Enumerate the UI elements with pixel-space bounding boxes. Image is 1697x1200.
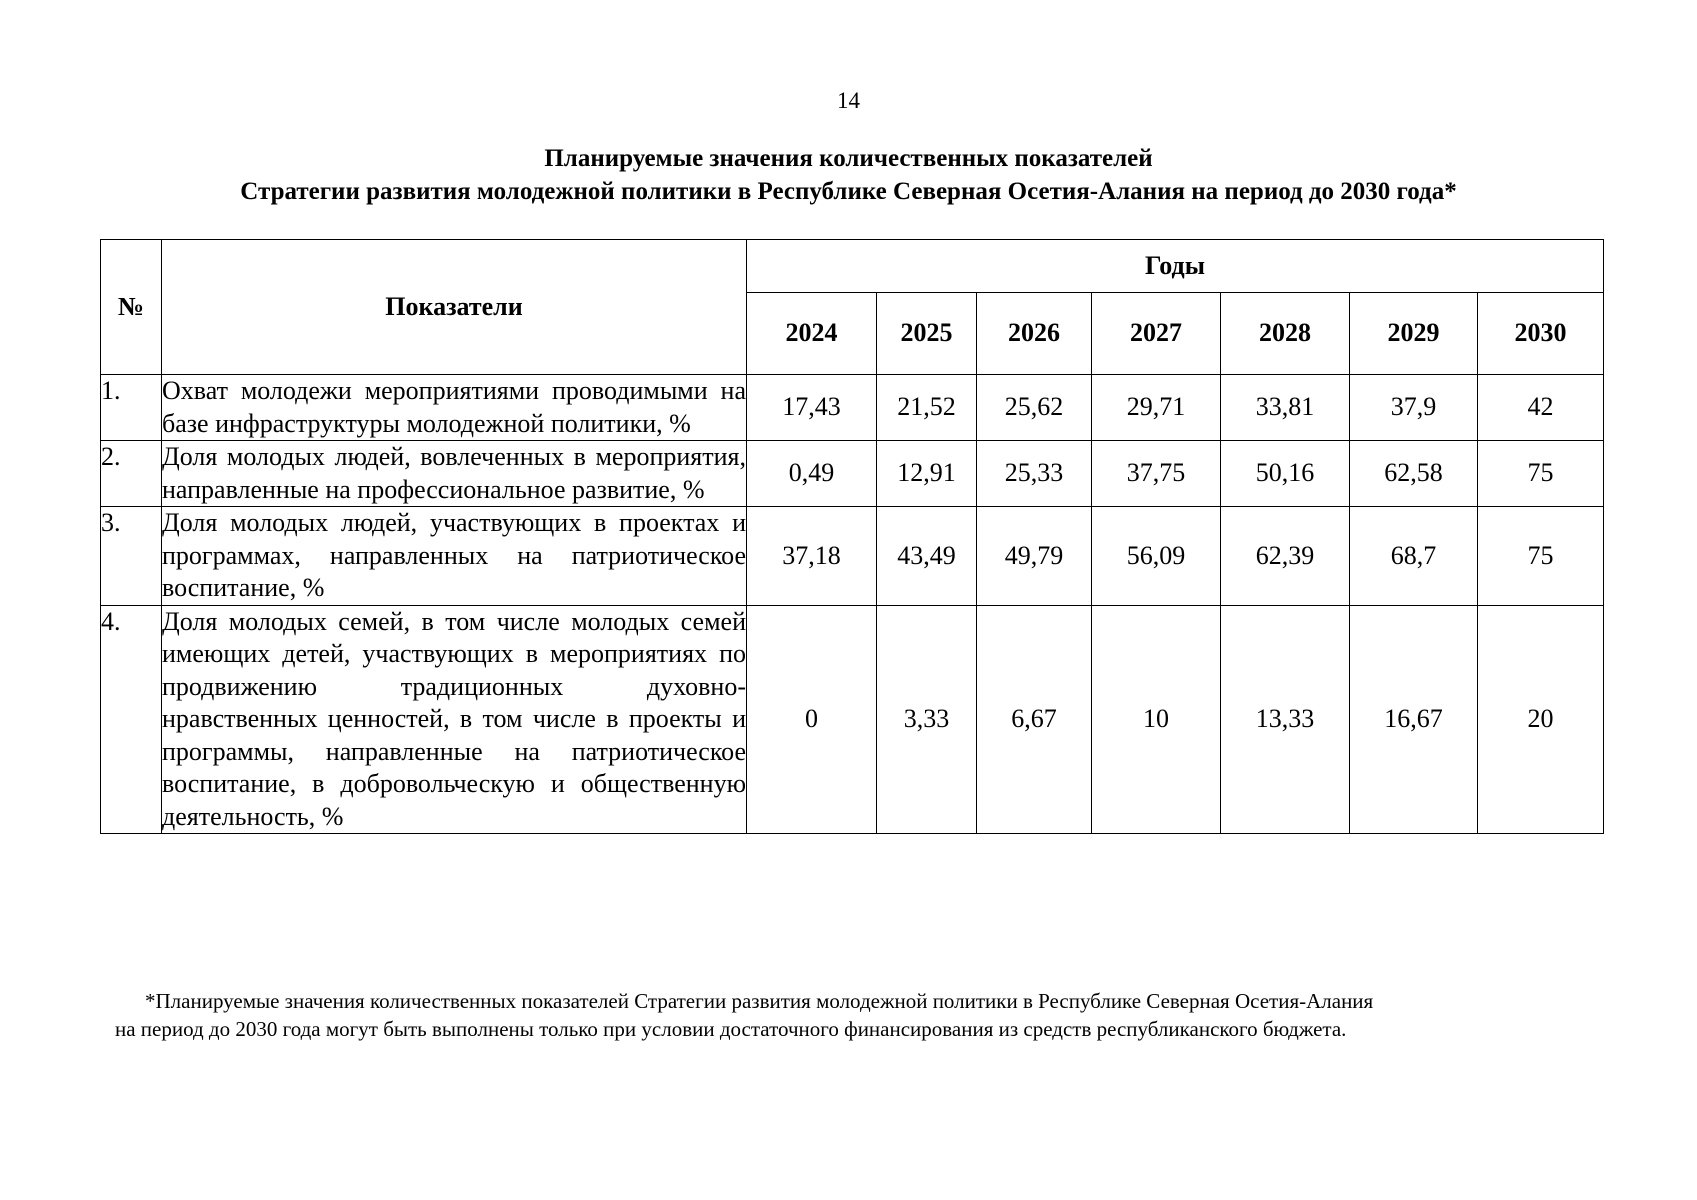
value-cell: 56,09 (1092, 507, 1221, 606)
value-cell: 25,62 (977, 375, 1092, 441)
value-cell: 33,81 (1221, 375, 1350, 441)
title-line-1: Планируемые значения количественных показателей (544, 145, 1153, 172)
footnote-line-2: на период до 2030 года могут быть выполнены только при условии достаточного финансирования из средств республиканского бюджета. (115, 1017, 1347, 1041)
title-line-2: Стратегии развития молодежной политики в Республике Северная Осетия-Алания на период до 2030 года* (240, 178, 1457, 205)
indicator-name: Охват молодежи мероприятиями проводимыми на базе инфраструктуры молодежной политики, % (162, 375, 747, 441)
header-year: 2030 (1478, 293, 1604, 375)
value-cell: 62,39 (1221, 507, 1350, 606)
header-num: № (101, 240, 162, 375)
row-number: 3. (101, 507, 162, 606)
page-number: 14 (837, 88, 860, 113)
value-cell: 10 (1092, 605, 1221, 834)
value-cell: 75 (1478, 441, 1604, 507)
value-cell: 17,43 (747, 375, 877, 441)
value-cell: 37,9 (1350, 375, 1478, 441)
value-cell: 0,49 (747, 441, 877, 507)
value-cell: 29,71 (1092, 375, 1221, 441)
header-year: 2026 (977, 293, 1092, 375)
header-year: 2028 (1221, 293, 1350, 375)
value-cell: 12,91 (877, 441, 977, 507)
row-number: 2. (101, 441, 162, 507)
value-cell: 43,49 (877, 507, 977, 606)
indicator-name: Доля молодых людей, участвующих в проектах и программах, направленных на патриотическое воспитание, % (162, 507, 747, 606)
row-number: 1. (101, 375, 162, 441)
header-row (101, 240, 1604, 293)
indicators-table (100, 239, 1604, 834)
value-cell: 6,67 (977, 605, 1092, 834)
footnote (115, 987, 1605, 1043)
table-row (101, 375, 1604, 441)
header-year: 2029 (1350, 293, 1478, 375)
row-number: 4. (101, 605, 162, 834)
value-cell: 21,52 (877, 375, 977, 441)
value-cell: 50,16 (1221, 441, 1350, 507)
value-cell: 37,75 (1092, 441, 1221, 507)
value-cell: 42 (1478, 375, 1604, 441)
value-cell: 25,33 (977, 441, 1092, 507)
header-years-group: Годы (747, 240, 1604, 293)
value-cell: 20 (1478, 605, 1604, 834)
value-cell: 16,67 (1350, 605, 1478, 834)
header-year: 2027 (1092, 293, 1221, 375)
document-title (0, 142, 1697, 208)
value-cell: 3,33 (877, 605, 977, 834)
value-cell: 75 (1478, 507, 1604, 606)
value-cell: 68,7 (1350, 507, 1478, 606)
header-year: 2025 (877, 293, 977, 375)
table-row (101, 507, 1604, 606)
header-year: 2024 (747, 293, 877, 375)
indicator-name: Доля молодых людей, вовлеченных в мероприятия, направленные на профессиональное развитие, % (162, 441, 747, 507)
value-cell: 13,33 (1221, 605, 1350, 834)
indicator-name: Доля молодых семей, в том числе молодых семей имеющих детей, участвующих в мероприятиях по продвижению традиционных духовно-нравственных ценностей, в том числе в проекты и программы, направленные на патриотическое воспитание, в добровольческую и общественную деятельность, % (162, 605, 747, 834)
value-cell: 37,18 (747, 507, 877, 606)
value-cell: 62,58 (1350, 441, 1478, 507)
value-cell: 0 (747, 605, 877, 834)
table-row (101, 441, 1604, 507)
value-cell: 49,79 (977, 507, 1092, 606)
footnote-line-1: *Планируемые значения количественных показателей Стратегии развития молодежной политики в Республике Северная Осетия-Алания (145, 989, 1374, 1013)
table-row (101, 605, 1604, 834)
header-indicator: Показатели (162, 240, 747, 375)
